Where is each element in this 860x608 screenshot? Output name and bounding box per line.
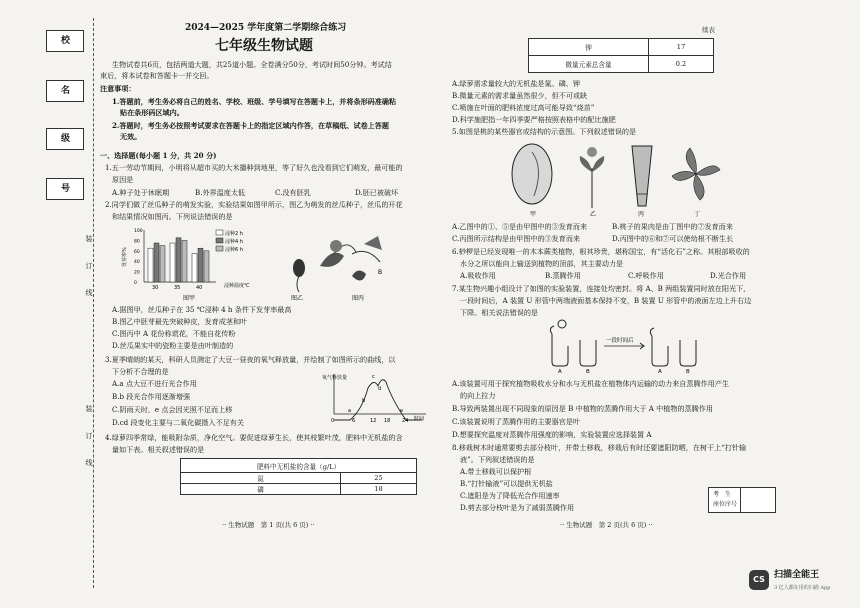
option: A.a 点大豆不进行光合作用 [112,379,197,388]
table-row: 钾 17 [529,39,714,56]
page-footer: ·· 生物试题 第 2 页(共 6 页) ·· [560,521,653,529]
svg-text:一段时间后: 一段时间后 [606,338,634,344]
section-heading: 一、选择题(每小题 1 分，共 20 分) [100,151,217,160]
x-tick-label: 30 [152,285,159,291]
binding-label: 订 [85,262,93,270]
bar [176,238,181,282]
x-axis-label: 浸种温度℃ [224,283,250,289]
option: A.该装置可用于探究植物吸收水分和水与无机盐在植物体内运输的动力来自蒸腾作用产生 [452,379,729,388]
question-7: 7.某生物兴趣小组设计了如图的实验装置，连接处均密封。将 A、B 两组装置同时放在阳光下， [452,284,751,293]
camscanner-logo: CS [749,570,769,590]
binding-label: 线 [85,289,93,297]
option: C.阴雨天时，e 点会因光照不足而上移 [112,405,233,414]
svg-text:a: a [348,408,352,414]
question-2-cont: 和结果情况如图丙。下列说法错误的是 [112,212,233,221]
bar [154,243,159,282]
option: B.微量元素的需求量虽然很少，但不可或缺 [452,91,588,100]
school-box: 校 [46,30,84,52]
binding-line [93,18,94,588]
option: A.据图甲，丝瓜种子在 35 ℃浸种 4 h 条件下发芽率最高 [112,305,292,314]
notice-line: 2.答题时，考生务必按照考试要求在答题卡上的指定区域内作答，在草稿纸、试卷上答题 [112,121,389,130]
y-tick-label: 20 [134,270,140,276]
page-footer: ·· 生物试题 第 1 页(共 6 页) ·· [222,521,315,529]
y-tick-label: 100 [134,229,143,234]
option: D.想要探究温度对蒸腾作用强度的影响，实验装置应选择装置 A [452,430,652,439]
svg-text:18: 18 [384,418,391,424]
y-tick-label: 0 [134,281,137,286]
intro-line: 生物试卷共6页，包括两道大题，共25道小题。全卷满分50分，考试时间50分钟。考试结 [112,60,392,69]
option: B.外界温度太低 [195,188,246,197]
svg-text:B: B [686,369,690,374]
class-box: 级 [46,128,84,150]
option: D.丝瓜果实中的瓷粉主要是由叶制造的 [112,341,234,350]
notice-line: 1.答题前，考生务必将自己的姓名、学校、班级、学号填写在答题卡上，并将条形码准确粘 [112,97,397,106]
question-2: 2.同学们做了丝瓜种子的萌发实验，实验结果如图甲所示，图乙为萌发的丝瓜种子，丝瓜的开花 [105,200,403,209]
legend-label: 浸种4 h [225,239,243,245]
nutrient-table-continued [528,38,714,73]
svg-text:c: c [372,374,375,380]
legend-swatch [216,230,223,235]
option: A.种子处于休眠期 [112,188,170,197]
legend-swatch [216,246,223,251]
option: B.图乙中胚芽最先突破种皮，发育成茎和叶 [112,317,248,326]
page-title: 七年级生物试题 [215,38,313,54]
y-axis-label: 发芽率% [122,247,128,267]
question-6-cont: 水分之所以能向上输送到植物的顶部，其主要动力是 [460,259,624,268]
exam-header: 2024—2025 学年度第二学期综合练习 [185,23,347,33]
svg-text:A: A [558,369,562,374]
legend-swatch [216,238,223,243]
notice-title: 注意事项： [100,84,136,93]
question-6: 6.桫椤是已经发现唯一的木本蕨类植物，根其珍贵，堪称国宝，有“活化石”之称。其根部吸收的 [452,247,750,256]
peach-structure-figures [500,138,740,220]
svg-text:d: d [378,386,382,392]
option: C.呼吸作用 [628,271,664,280]
x-tick-label: 35 [174,285,181,291]
binding-label: 订 [85,432,93,440]
svg-text:图丙: 图丙 [352,295,365,302]
option: A.带土移栽可以保护根 [460,467,532,476]
option: A.吸收作用 [460,271,496,280]
option: D.cd 段变化主要与二氧化碳摄入不足有关 [112,418,244,427]
option: A.乙图中的①、⑤是由甲图中的③发育而来 [452,222,588,231]
option: C.喷施在叶面的肥料浓度过高可能导致“烧苗” [452,103,595,112]
question-8: 8.移栽树木时通常要剪去部分枝叶，并带土移栽，移栽后有时还要遮阳防晒，在树干上“打针输 [452,443,747,452]
option: D.剪去部分枝叶是为了减弱蒸腾作用 [460,503,575,512]
svg-text:24: 24 [402,418,409,424]
question-1: 1.五一劳动节期间，小明将从超市买的大米播种到地里，等了好久也没看到它们萌发，最可能的 [105,163,403,172]
svg-text:甲: 甲 [530,211,537,218]
u-tube-apparatus-figure [540,316,700,374]
legend-label: 浸种2 h [225,231,243,237]
bar [148,248,153,282]
luffa-plant-figure [312,226,392,304]
nutrient-table [180,458,417,495]
binding-label: 线 [85,459,93,467]
option: B.蒸腾作用 [545,271,581,280]
option: A.绿萝需求量较大的无机盐是氮、磷、钾 [452,79,580,88]
scanner-app-subtitle: 3 亿人都在用的扫描 App [774,585,831,591]
option: D.胚已被破坏 [355,188,399,197]
binding-label: 装 [85,405,93,413]
svg-text:乙: 乙 [590,211,597,218]
svg-text:丁: 丁 [694,211,701,218]
option: C.遮阳是为了降低光合作用速率 [460,491,560,500]
svg-text:0: 0 [331,418,335,424]
question-4-cont: 量如下表。相关叙述错误的是 [112,445,205,454]
question-5: 5.如图是桃的某些器官或结构的示意图。下列叙述错误的是 [452,127,637,136]
number-box: 号 [46,178,84,200]
y-tick-label: 60 [134,249,140,255]
svg-text:时间: 时间 [414,416,425,422]
svg-text:6: 6 [352,418,356,424]
legend-label: 浸种6 h [225,247,243,253]
svg-text:丙: 丙 [638,211,645,218]
bar [160,246,165,282]
svg-text:图乙: 图乙 [291,295,304,302]
bar [182,240,187,282]
figure-caption: 图甲 [183,295,196,302]
notice-line: 贴在条形码区域内。 [120,108,184,117]
notice-line: 无效。 [120,132,142,141]
option: B.导致两装置出现不同现象的原因是 B 中植物的蒸腾作用大于 A 中植物的蒸腾作用 [452,404,713,413]
bar [192,253,197,282]
question-7-cont: 下降。相关说法错误的是 [460,308,539,317]
question-3-cont: 下分析不合理的是 [112,367,169,376]
option: C.该装置说明了蒸腾作用的主要器官是叶 [452,417,581,426]
option: C.没有胚乳 [275,188,311,197]
question-8-cont: 液”。下列叙述错误的是 [460,455,535,464]
option: C.丙图所示结构是由甲图中的③发育而来 [452,234,581,243]
svg-text:氧气释放量: 氧气释放量 [322,375,348,381]
svg-text:12: 12 [370,418,377,424]
scanner-app-name: 扫描全能王 [774,570,820,580]
option: 的向上拉力 [460,391,496,400]
svg-text:A: A [658,369,662,374]
bar [198,248,203,282]
svg-text:B: B [378,269,383,276]
option: C.图丙中 A 花份称谎花，不能自花传粉 [112,329,236,338]
intro-line: 束后，将本试卷和答题卡一并交回。 [100,71,214,80]
seedling-figure [285,250,313,302]
bar [170,243,175,282]
name-box: 名 [46,80,84,102]
oxygen-curve-figure [322,370,432,430]
svg-text:B: B [586,369,590,374]
x-tick-label: 40 [196,285,203,291]
bar [204,251,209,282]
svg-text:e: e [400,408,404,414]
table-row: 氮 25 [181,473,417,484]
table-row: 微量元素总含量 0.2 [529,56,714,73]
option: D.丙图中的⑥和⑦可以使幼根不断生长 [612,234,734,243]
option: B.b 段光合作用逐渐增强 [112,392,191,401]
table-header: 肥料中无机盐的含量（g/L） [181,459,417,473]
question-4: 4.绿萝四季常绿，能吸附杂质，净化空气。要促进绿萝生长，使其枝繁叶茂，肥料中无机盐的含 [105,433,403,442]
question-3: 3.夏季晴朗的某天，科研人员测定了大豆一昼夜的氧气释放量，并绘制了如图所示的曲线，以 [105,355,396,364]
y-tick-label: 40 [134,260,140,266]
svg-text:b: b [362,398,366,404]
option: D.科学施肥指一年四季要严格按照表格中的配比施肥 [452,115,616,124]
question-7-cont: 一段时间后，A 装置 U 形管中两端液面基本保持不变，B 装置 U 形管中的液面左边上升右边 [460,296,752,305]
continued-label: 续表 [702,26,715,34]
binding-label: 装 [85,235,93,243]
option: D.光合作用 [710,271,747,280]
germination-bar-chart [118,224,288,304]
seat-number-box: 考 生 座位序号 [708,487,776,513]
option: B.桃子的果肉是由丁图中的⑦发育而来 [612,222,733,231]
question-1-cont: 原因是 [112,175,134,184]
option: B.“打针输液”可以提供无机盐 [460,479,553,488]
table-row: 磷 18 [181,484,417,495]
y-tick-label: 80 [134,239,140,245]
